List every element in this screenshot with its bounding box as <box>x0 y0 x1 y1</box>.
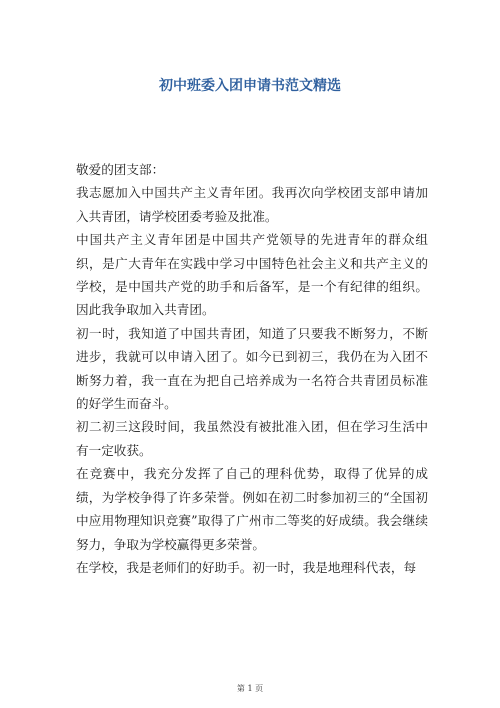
paragraph-3: 初一时，我知道了中国共青团，知道了只要我不断努力，不断进步，我就可以申请入团了。如今已到初三，我仍在为入团不断努力着，我一直在为把自己培养成为一名符合共青团员标准的好学生而奋斗。 <box>76 325 428 412</box>
paragraph-1: 我志愿加入中国共产主义青年团。我再次向学校团支部申请加入共青团，请学校团委考验及批准。 <box>76 185 428 224</box>
paragraph-6: 在学校，我是老师们的好助手。初一时，我是地理科代表，每 <box>76 559 417 575</box>
paragraph-5: 在竞赛中，我充分发挥了自己的理科优势，取得了优异的成绩，为学校争得了许多荣誉。例如在初二时参加初三的“全国初中应用物理知识竞赛”取得了广州市二等奖的好成绩。我会继续努力，争取为学校赢得更多荣誉。 <box>76 466 428 552</box>
paragraph-2: 中国共产主义青年团是中国共产党领导的先进青年的群众组织，是广大青年在实践中学习中国特色社会主义和共产主义的学校，是中国共产党的助手和后备军，是一个有纪律的组织。因此我争取加入共青团。 <box>76 232 428 318</box>
page-number: 第 1 页 <box>236 684 264 693</box>
paragraph-4: 初二初三这段时间，我虽然没有被批准入团，但在学习生活中有一定收获。 <box>76 419 428 458</box>
document-body <box>76 158 428 579</box>
salutation: 敬爱的团支部： <box>76 162 165 177</box>
document-title: 初中班委入团申请书范文精选 <box>159 78 341 94</box>
